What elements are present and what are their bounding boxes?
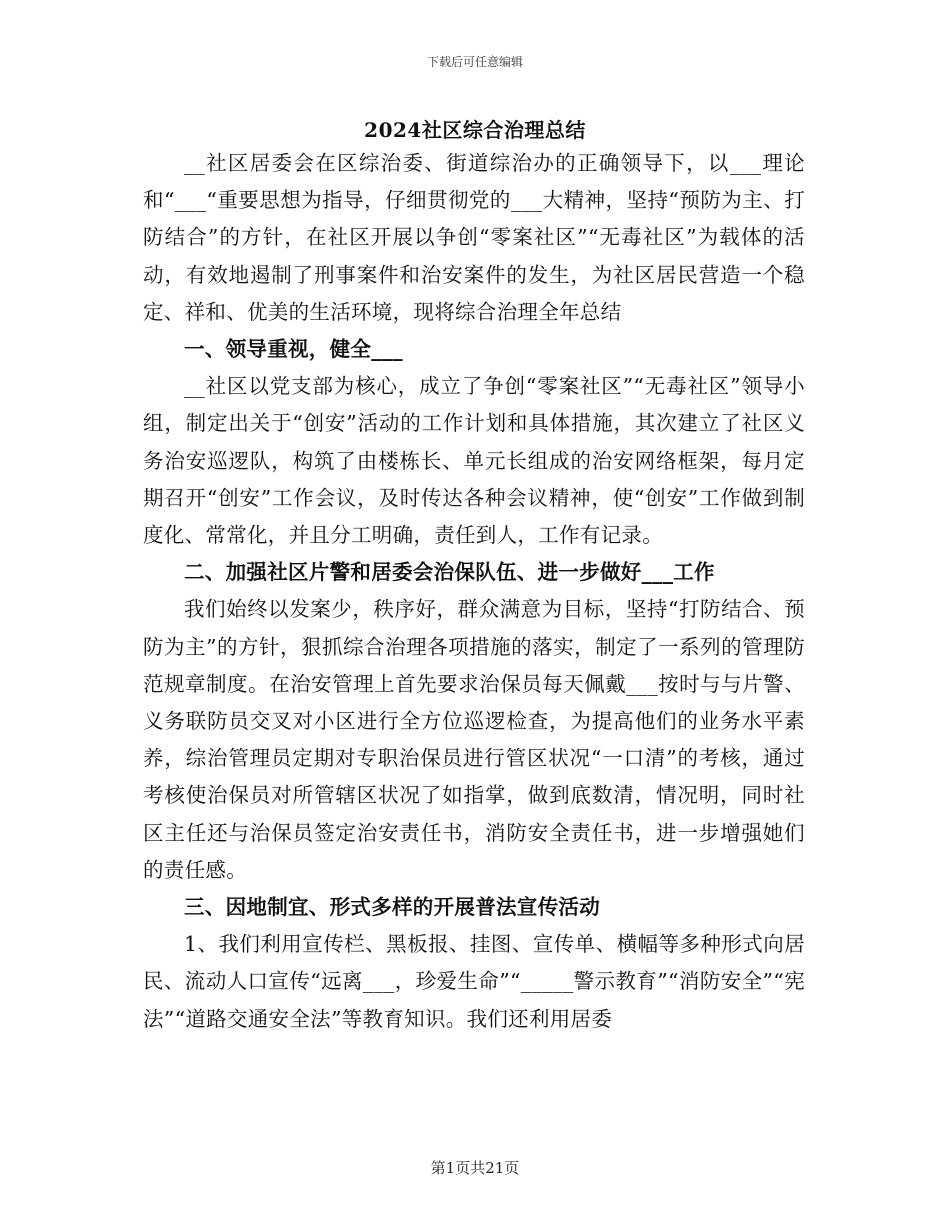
header-note: 下载后可任意编辑 [426, 55, 523, 69]
section-1-paragraph: __社区以党支部为核心，成立了争创“零案社区”“无毒社区”领导小组，制定出关于“创安”活动的工作计划和具体措施，其次建立了社区义务治安巡逻队，构筑了由楼栋长、单元长组成的治安网络框架，每月定期召开“创安”工作会议，及时传达各种会议精神，使“创安”工作做到制度化、常常化，并且分工明确，责任到人，工作有记录。 [143, 374, 805, 548]
section-heading-1: 一、领导重视，健全___ [184, 337, 403, 362]
page-indicator: 第1页共21页 [430, 1159, 520, 1177]
document-title: 2024社区综合治理总结 [364, 118, 586, 142]
document-body [143, 145, 805, 1038]
section-heading-3: 三、因地制宜、形式多样的开展普法宣传活动 [184, 895, 600, 920]
intro-paragraph: __社区居委会在区综治委、街道综治办的正确领导下，以___理论和“___“重要思想为指导，仔细贯彻党的___大精神，坚持“预防为主、打防结合”的方针，在社区开展以争创“零案社区”“无毒社区”为载体的活动，有效地遏制了刑事案件和治安案件的发生，为社区居民营造一个稳定、祥和、优美的生活环境，现将综合治理全年总结 [143, 151, 805, 324]
section-heading-2: 二、加强社区片警和居委会治保队伍、进一步做好___工作 [184, 560, 715, 585]
section-3-paragraph: 1、我们利用宣传栏、黑板报、挂图、宣传单、横幅等多种形式向居民、流动人口宣传“远离___，珍爱生命”“_____警示教育”“消防安全”“宪法”“道路交通安全法”等教育知识。我们还利用居委 [143, 932, 805, 1031]
section-2-paragraph: 我们始终以发案少，秩序好，群众满意为目标，坚持“打防结合、预防为主”的方针，狠抓综合治理各项措施的落实，制定了一系列的管理防范规章制度。在治安管理上首先要求治保员每天佩戴___按时与与片警、义务联防员交叉对小区进行全方位巡逻检查，为提高他们的业务水平素养，综治管理员定期对专职治保员进行管区状况“一口清”的考核，通过考核使治保员对所管辖区状况了如指掌，做到底数清，情况明，同时社区主任还与治保员签定治安责任书，消防安全责任书，进一步增强她们的责任感。 [143, 597, 805, 882]
